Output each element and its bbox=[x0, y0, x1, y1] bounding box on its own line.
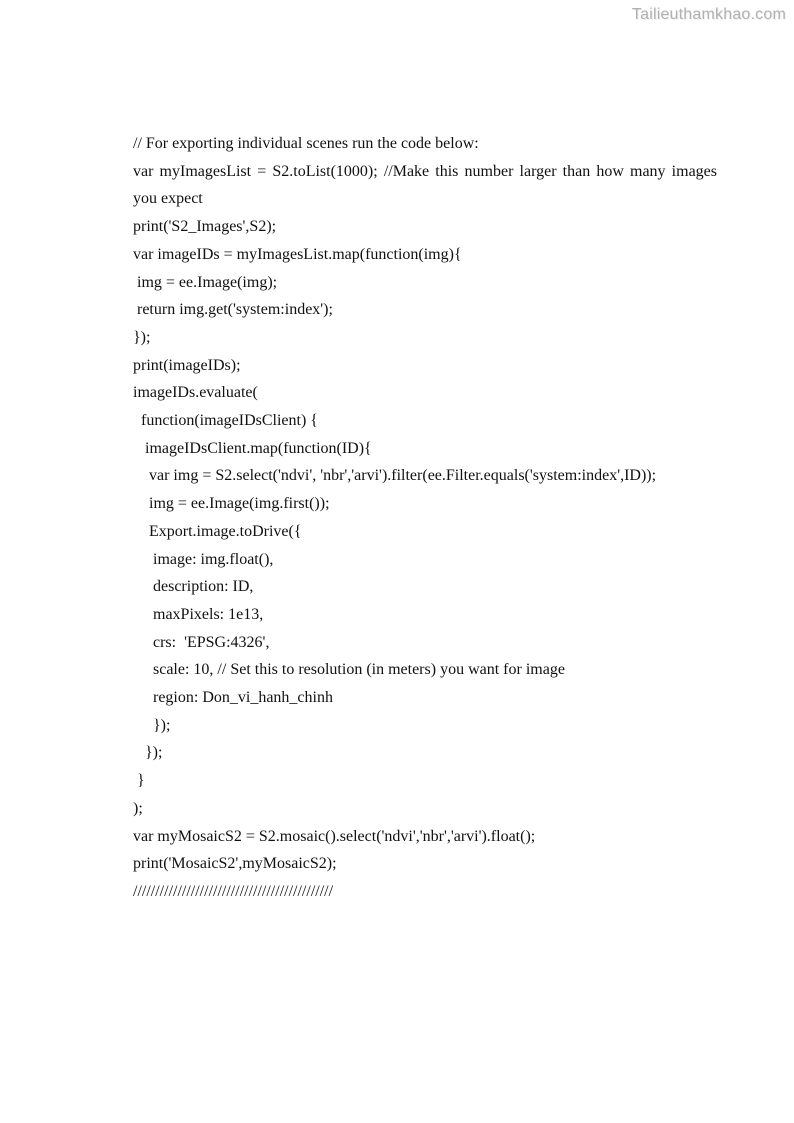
code-line: function(imageIDsClient) { bbox=[133, 412, 318, 430]
code-line: crs: 'EPSG:4326', bbox=[133, 633, 270, 651]
code-line: ///////////////////////////////////////////// bbox=[133, 882, 334, 900]
code-line: description: ID, bbox=[133, 578, 254, 596]
code-line: ); bbox=[133, 799, 143, 817]
code-line: print('MosaicS2',myMosaicS2); bbox=[133, 855, 337, 873]
code-line: image: img.float(), bbox=[133, 550, 274, 568]
watermark: Tailieuthamkhao.com bbox=[631, 6, 786, 23]
code-line: img = ee.Image(img.first()); bbox=[133, 495, 330, 513]
code-line: var imageIDs = myImagesList.map(function(img){ bbox=[133, 245, 462, 263]
code-line: }); bbox=[133, 716, 171, 734]
code-line: var myMosaicS2 = S2.mosaic().select('ndvi','nbr','arvi').float(); bbox=[133, 827, 536, 845]
code-line: imageIDsClient.map(function(ID){ bbox=[133, 439, 372, 457]
code-line: var myImagesList = S2.toList(1000); //Make this number larger than how many images bbox=[133, 162, 717, 180]
code-line: // For exporting individual scenes run the code below: bbox=[133, 135, 479, 152]
code-line: print('S2_Images',S2); bbox=[133, 218, 277, 236]
code-line: maxPixels: 1e13, bbox=[133, 605, 264, 623]
code-line: return img.get('system:index'); bbox=[133, 301, 333, 319]
code-block bbox=[133, 130, 717, 906]
code-line: print(imageIDs); bbox=[133, 356, 241, 374]
code-line: img = ee.Image(img); bbox=[133, 273, 278, 291]
code-line: region: Don_vi_hanh_chinh bbox=[133, 689, 333, 707]
code-line: } bbox=[133, 772, 145, 790]
code-line: scale: 10, // Set this to resolution (in meters) you want for image bbox=[133, 661, 565, 679]
code-line: imageIDs.evaluate( bbox=[133, 384, 258, 402]
code-line: var img = S2.select('ndvi', 'nbr','arvi').filter(ee.Filter.equals('system:index',ID)); bbox=[133, 467, 657, 485]
code-line: }); bbox=[133, 328, 151, 346]
code-line: }); bbox=[133, 744, 163, 762]
code-line: you expect bbox=[133, 190, 203, 208]
code-line: Export.image.toDrive({ bbox=[133, 522, 302, 540]
